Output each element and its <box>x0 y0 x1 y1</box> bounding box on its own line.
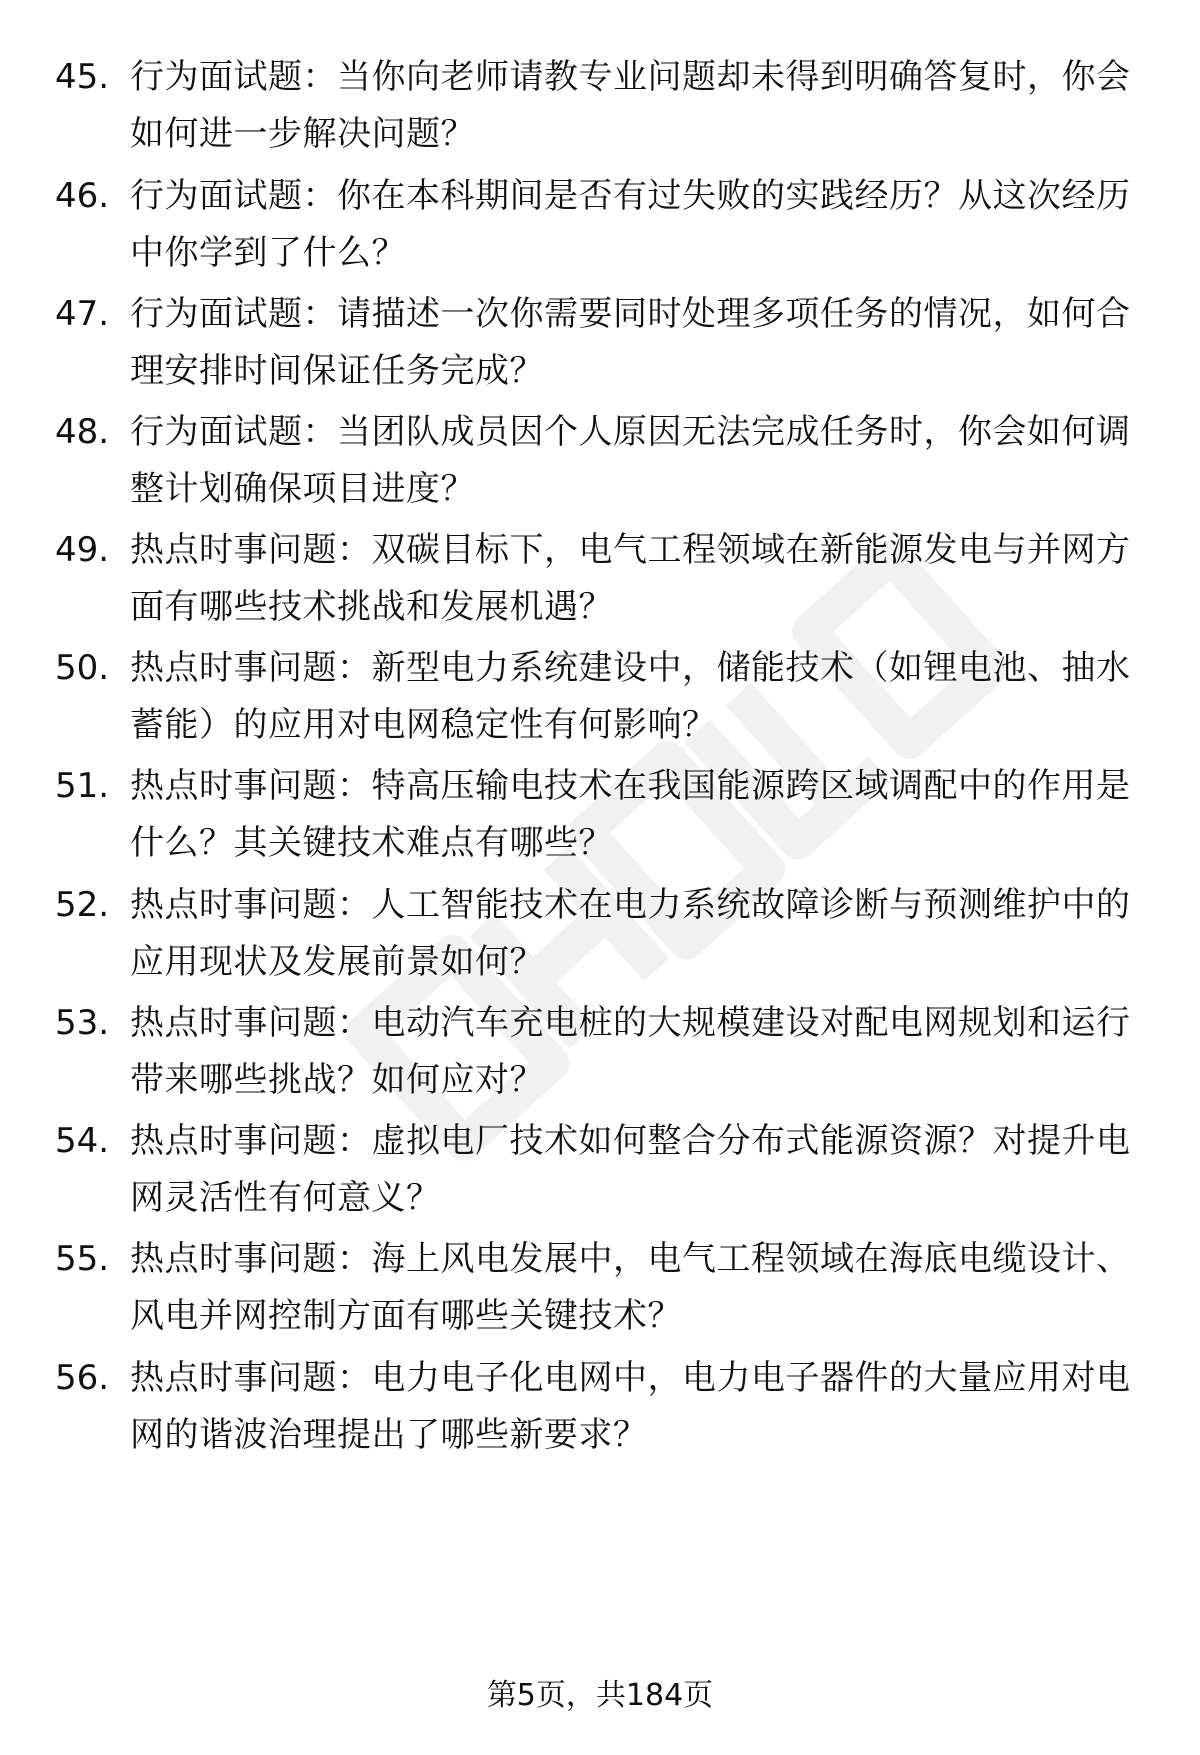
question-number: 51. <box>55 766 110 806</box>
question-item <box>0 404 1200 524</box>
question-number: 53. <box>55 1003 110 1043</box>
question-item <box>0 1231 1200 1351</box>
question-text: 热点时事问题：海上风电发展中，电气工程领域在海底电缆设计、风电并网控制方面有哪些关键技术？ <box>130 1239 1131 1336</box>
question-text: 热点时事问题：新型电力系统建设中，储能技术（如锂电池、抽水蓄能）的应用对电网稳定性有何影响？ <box>130 648 1131 745</box>
question-number: 49. <box>55 530 110 570</box>
question-item <box>0 877 1200 997</box>
question-item <box>0 1350 1200 1470</box>
question-number: 52. <box>55 885 110 925</box>
question-item <box>0 522 1200 642</box>
question-text: 行为面试题：当你向老师请教专业问题却未得到明确答复时，你会如何进一步解决问题？ <box>130 57 1131 154</box>
question-number: 48. <box>55 412 110 452</box>
question-item <box>0 168 1200 288</box>
question-text: 热点时事问题：特高压输电技术在我国能源跨区域调配中的作用是什么？其关键技术难点有哪些？ <box>130 766 1131 863</box>
question-text: 行为面试题：请描述一次你需要同时处理多项任务的情况，如何合理安排时间保证任务完成？ <box>130 294 1131 391</box>
question-item <box>0 995 1200 1115</box>
question-item <box>0 49 1200 169</box>
question-text: 热点时事问题：虚拟电厂技术如何整合分布式能源资源？对提升电网灵活性有何意义？ <box>130 1121 1131 1218</box>
question-text: 行为面试题：你在本科期间是否有过失败的实践经历？从这次经历中你学到了什么？ <box>130 176 1131 273</box>
question-number: 56. <box>55 1358 110 1398</box>
question-text: 热点时事问题：人工智能技术在电力系统故障诊断与预测维护中的应用现状及发展前景如何？ <box>130 885 1131 982</box>
question-text: 行为面试题：当团队成员因个人原因无法完成任务时，你会如何调整计划确保项目进度？ <box>130 412 1131 509</box>
question-item <box>0 758 1200 878</box>
question-text: 热点时事问题：电动汽车充电桩的大规模建设对配电网规划和运行带来哪些挑战？如何应对？ <box>130 1003 1131 1100</box>
question-number: 45. <box>55 57 110 97</box>
question-text: 热点时事问题：电力电子化电网中，电力电子器件的大量应用对电网的谐波治理提出了哪些新要求？ <box>130 1358 1131 1455</box>
question-item <box>0 1113 1200 1233</box>
question-item <box>0 286 1200 406</box>
question-number: 47. <box>55 294 110 334</box>
question-number: 54. <box>55 1121 110 1161</box>
question-text: 热点时事问题：双碳目标下，电气工程领域在新能源发电与并网方面有哪些技术挑战和发展机遇？ <box>130 530 1131 627</box>
question-number: 55. <box>55 1239 110 1279</box>
question-number: 50. <box>55 648 110 688</box>
question-number: 46. <box>55 176 110 216</box>
page-footer: 第5页，共184页 <box>486 1678 714 1713</box>
question-item <box>0 640 1200 760</box>
